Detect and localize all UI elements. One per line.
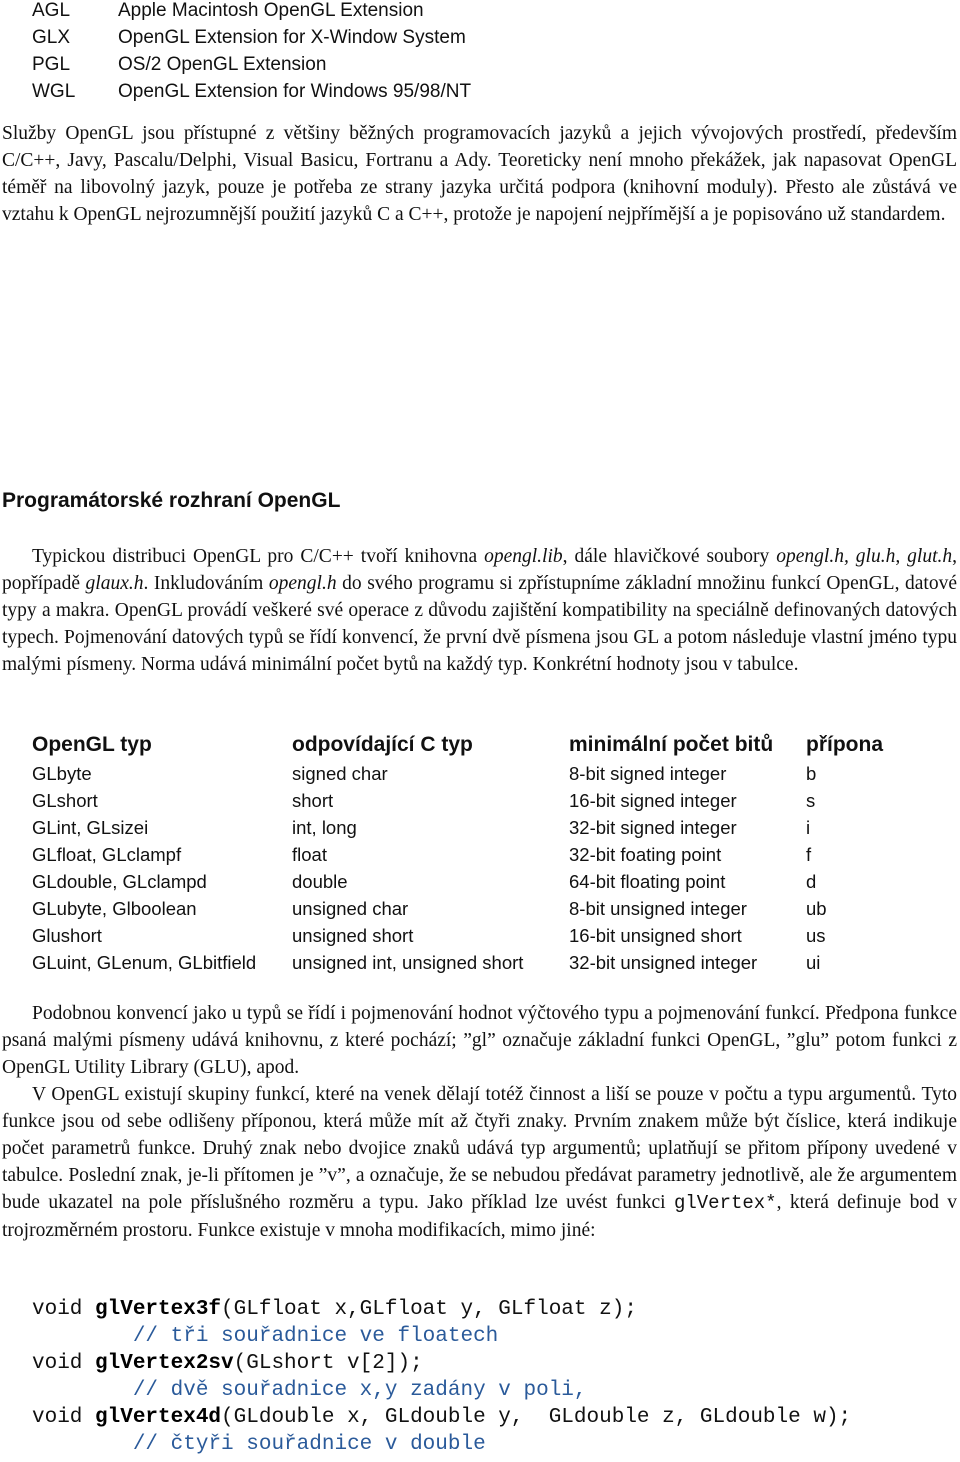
table-cell: 32-bit foating point <box>569 843 722 865</box>
table-cell: GLdouble, GLclampd <box>32 870 207 892</box>
file-name: opengl.lib <box>484 546 563 567</box>
code-keyword: void <box>32 1406 96 1429</box>
file-name: opengl.h, glu.h, glut.h <box>776 546 953 567</box>
table-cell: Glushort <box>32 924 102 946</box>
table-cell: b <box>806 762 817 784</box>
api-paragraph <box>2 543 957 678</box>
table-cell: 64-bit floating point <box>569 870 726 892</box>
section-heading: Programátorské rozhraní OpenGL <box>2 489 341 512</box>
table-header: minimální počet bitů <box>569 733 774 756</box>
table-cell: 32-bit unsigned integer <box>569 951 758 973</box>
table-cell: unsigned int, unsigned short <box>292 951 524 973</box>
code-block <box>32 1296 851 1458</box>
extension-key: GLX <box>32 27 71 48</box>
table-cell: GLbyte <box>32 762 92 784</box>
table-header: přípona <box>806 733 883 756</box>
api-text-part: , dále hlavičkové soubory <box>562 546 777 567</box>
api-text-part: Typickou distribuci OpenGL pro C/C++ tvoří knihovna <box>32 546 485 567</box>
intro-text: Služby OpenGL jsou přístupné z většiny běžných programovacích jazyků a jejich vývojových prostředí, především C/C++, Javy, Pascalu/Delphi, Visual Basicu, Fortranu a Ady. Teoreticky není mnoho překážek, jak napasovat OpenGL téměř na libovolný jazyk, pouze je potřeba ze strany jazyka určitá podpora (knihovní moduly). Přesto ale zůstává ve vztahu k OpenGL nejrozumnější použití jazyků C a C++, protože je napojení nejpřímější a je popisováno už standardem. <box>2 123 957 225</box>
extension-desc: Apple Macintosh OpenGL Extension <box>118 0 424 21</box>
code-keyword: void <box>32 1298 96 1321</box>
api-text-part: . Inkludováním <box>143 573 269 594</box>
groups-text-part: V OpenGL existují skupiny funkcí, které na venek dělají totéž činnost a liší se pouze v počtu a typu argumentů. Tyto funkce jsou od sebe odlišeny příponou, která může mít až čtyři znaky. Prvním znakem může být číslice, která indikuje počet parametrů funkce. Druhý znak nebo dvojice znaků udává typ argumentů; uplatňují se přitom přípony uvedené v tabulce. Poslední znak, je-li přítomen je ”v”, a označuje, že se nebudou předávat parametry jednotlivě, ale že argumentem bude ukazatel na pole příslušného rozměru a typu. Jako příklad lze uvést funkci <box>2 1084 957 1213</box>
extension-key: AGL <box>32 0 71 21</box>
table-cell: float <box>292 843 327 865</box>
naming-text <box>2 1000 957 1081</box>
table-row <box>26 841 902 868</box>
table-cell: GLint, GLsizei <box>32 816 149 838</box>
code-line <box>32 1377 851 1404</box>
api-text-part: , popřípadě <box>2 546 958 594</box>
table-header: OpenGL typ <box>32 733 152 756</box>
table-row <box>26 922 902 949</box>
code-line <box>32 1350 851 1377</box>
extension-key: PGL <box>32 54 71 75</box>
file-name: opengl.h <box>268 573 337 594</box>
table-cell: short <box>292 789 334 811</box>
code-function: glVertex4d <box>95 1406 222 1429</box>
table-cell: unsigned char <box>292 897 409 919</box>
code-comment: // čtyři souřadnice v double <box>132 1433 486 1456</box>
table-cell: s <box>806 789 816 811</box>
table-cell: GLfloat, GLclampf <box>32 843 182 865</box>
groups-text <box>2 1081 957 1244</box>
types-table <box>26 730 902 976</box>
extension-key: WGL <box>32 81 76 102</box>
table-row <box>26 814 902 841</box>
api-text <box>2 543 957 678</box>
code-line <box>32 1296 851 1323</box>
naming-paragraph <box>2 1000 957 1081</box>
table-cell: d <box>806 870 817 892</box>
intro-paragraph <box>2 120 957 228</box>
table-row <box>26 760 902 787</box>
inline-code: glVertex* <box>673 1192 777 1214</box>
table-cell: 16-bit unsigned short <box>569 924 742 946</box>
table-row <box>26 868 902 895</box>
code-line <box>32 1323 851 1350</box>
table-cell: 8-bit signed integer <box>569 762 727 784</box>
file-name: glaux.h <box>85 573 144 594</box>
table-row <box>26 949 902 976</box>
table-cell: f <box>806 843 812 865</box>
table-header: odpovídající C typ <box>292 733 473 756</box>
table-cell: ub <box>806 897 827 919</box>
code-function: glVertex2sv <box>95 1352 234 1375</box>
table-row <box>26 787 902 814</box>
code-line <box>32 1431 851 1458</box>
naming-text-part: Podobnou konvencí jako u typů se řídí i pojmenování hodnot výčtového typu a pojmenování funkcí. Předpona funkce psaná malými písmeny udává knihovnu, z které pochází; ”gl” označuje základní funkci OpenGL, ”glu” potom funkci z OpenGL Utility Library (GLU), apod. <box>2 1003 957 1078</box>
groups-text-part: , která definuje bod v trojrozměrném prostoru. Funkce existuje v mnoha modifikacích, mimo jiné: <box>2 1192 957 1241</box>
code-args: (GLfloat x,GLfloat y, GLfloat z); <box>221 1298 637 1321</box>
code-comment: // dvě souřadnice x,y zadány v poli, <box>132 1379 587 1402</box>
table-cell: i <box>806 816 811 838</box>
table-cell: int, long <box>292 816 357 838</box>
table-cell: double <box>292 870 348 892</box>
table-cell: 16-bit signed integer <box>569 789 737 811</box>
extension-desc: OpenGL Extension for X-Window System <box>118 27 466 48</box>
code-keyword: void <box>32 1352 96 1375</box>
code-line <box>32 1404 851 1431</box>
table-header-row <box>26 730 902 760</box>
table-cell: GLshort <box>32 789 98 811</box>
extension-desc: OS/2 OpenGL Extension <box>118 54 327 75</box>
code-args: (GLdouble x, GLdouble y, GLdouble z, GLdouble w); <box>221 1406 852 1429</box>
code-function: glVertex3f <box>95 1298 222 1321</box>
table-row <box>26 895 902 922</box>
extension-desc: OpenGL Extension for Windows 95/98/NT <box>118 81 472 102</box>
table-cell: us <box>806 924 826 946</box>
table-cell: ui <box>806 951 821 973</box>
table-cell: signed char <box>292 762 388 784</box>
groups-paragraph <box>2 1081 957 1244</box>
api-text-part: do svého programu si zpřístupníme základní množinu funkcí OpenGL, datové typy a makra. OpenGL provádí veškeré své operace z důvodu zajištění kompatibility na speciálně definovaných datových typech. Pojmenování datových typů se řídí konvencí, že první dvě písmena jsou GL a potom následuje vlastní jméno typu malými písmeny. Norma udává minimální počet bytů na každý typ. Konkrétní hodnoty jsou v tabulce. <box>2 573 957 675</box>
table-cell: GLubyte, Glboolean <box>32 897 197 919</box>
code-args: (GLshort v[2]); <box>233 1352 423 1375</box>
table-cell: unsigned short <box>292 924 414 946</box>
code-comment: // tři souřadnice ve floatech <box>132 1325 499 1348</box>
table-cell: 8-bit unsigned integer <box>569 897 747 919</box>
table-cell: 32-bit signed integer <box>569 816 737 838</box>
table-cell: GLuint, GLenum, GLbitfield <box>32 951 257 973</box>
